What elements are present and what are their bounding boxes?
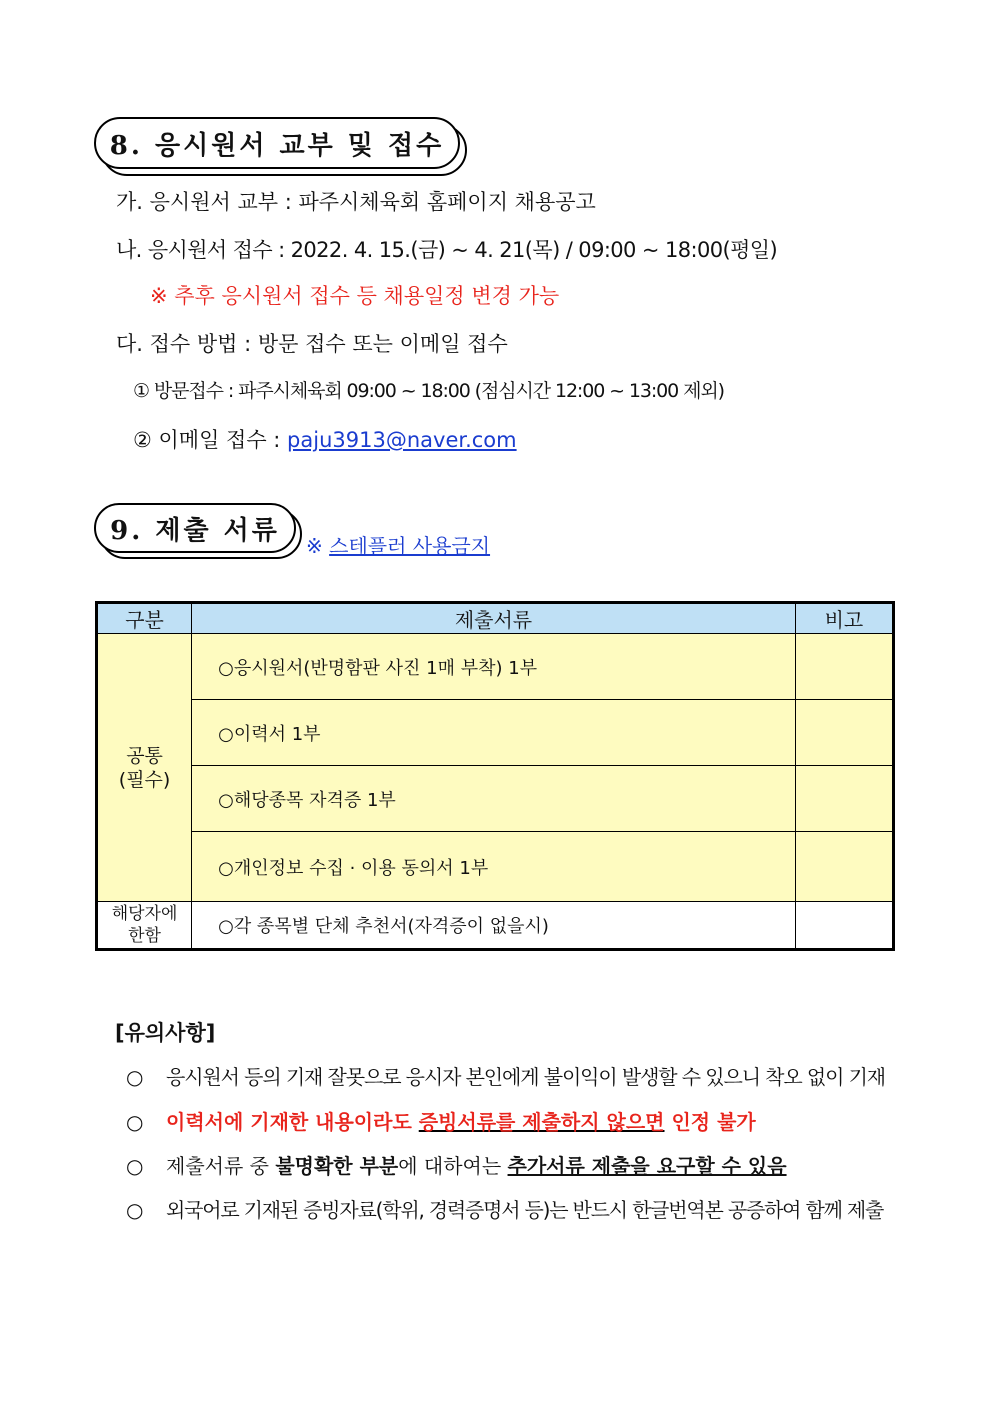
table-row — [97, 766, 894, 832]
table-row — [97, 700, 894, 766]
notice-line-3-b: 불명확한 부분 — [275, 1154, 399, 1178]
document-item: ○응시원서(반명함판 사진 1매 부착) 1부 — [192, 634, 796, 700]
section8-item-c2 — [133, 424, 517, 454]
notice-line-2-c: 인정 불가 — [664, 1110, 756, 1134]
document-item: ○해당종목 자격증 1부 — [192, 766, 796, 832]
staple-note-mark: ※ — [306, 534, 330, 558]
table-header-category: 구분 — [97, 603, 192, 634]
bullet-icon: ○ — [126, 1198, 143, 1222]
bullet-icon: ○ — [126, 1065, 143, 1089]
notice-line-1 — [126, 1061, 885, 1090]
section9-title-text: 9. 제출 서류 — [110, 515, 280, 546]
document-item: ○각 종목별 단체 추천서(자격증이 없을시) — [192, 902, 796, 950]
category-applicable-sub: 한함 — [128, 926, 161, 946]
bullet-icon: ○ — [126, 1110, 144, 1134]
table-header-row — [97, 603, 894, 634]
remarks-cell — [795, 902, 893, 950]
section8-title — [94, 117, 460, 169]
category-common-sub: (필수) — [118, 768, 171, 791]
remarks-cell — [795, 634, 893, 700]
table-row — [97, 634, 894, 700]
notice-line-3-a: 제출서류 중 — [166, 1154, 276, 1178]
section8-item-a: 가. 응시원서 교부 : 파주시체육회 홈페이지 채용공고 — [116, 190, 596, 214]
section8-item-b-note: ※ 추후 응시원서 접수 등 채용일정 변경 가능 — [150, 284, 560, 308]
notice-line-2-a: 이력서에 기재한 내용이라도 — [166, 1110, 419, 1134]
category-applicable — [97, 902, 192, 950]
notice-line-3 — [126, 1150, 787, 1179]
document-item: ○이력서 1부 — [192, 700, 796, 766]
notice-line-3-c: 에 대하여는 — [398, 1154, 508, 1178]
notice-line-1-text: 응시원서 등의 기재 잘못으로 응시자 본인에게 불이익이 발생할 수 있으니 착오 없이 기재 — [166, 1065, 886, 1089]
staple-note — [306, 530, 490, 559]
remarks-cell — [795, 766, 893, 832]
table-header-documents: 제출서류 — [192, 603, 796, 634]
section9-title — [94, 503, 296, 553]
notice-line-2 — [126, 1106, 756, 1135]
category-common — [97, 634, 192, 902]
documents-table — [95, 601, 895, 951]
table-header-remarks: 비고 — [795, 603, 893, 634]
remarks-cell — [795, 832, 893, 902]
notice-line-2-b: 증빙서류를 제출하지 않으면 — [418, 1110, 665, 1134]
document-item: ○개인정보 수집 · 이용 동의서 1부 — [192, 832, 796, 902]
section8-title-text: 8. 응시원서 교부 및 접수 — [109, 130, 445, 161]
section8-item-b: 나. 응시원서 접수 : 2022. 4. 15.(금) ~ 4. 21(목) / 09:00 ~ 18:00(평일) — [116, 238, 778, 262]
notice-line-3-d: 추가서류 제출을 요구할 수 있음 — [507, 1154, 787, 1178]
category-common-label: 공통 — [126, 744, 163, 767]
table-row — [97, 902, 894, 950]
section8-item-c2-prefix: ② 이메일 접수 : — [133, 428, 288, 452]
remarks-cell — [795, 700, 893, 766]
table-row — [97, 832, 894, 902]
email-link[interactable]: paju3913@naver.com — [287, 428, 517, 452]
staple-note-text: 스테플러 사용금지 — [329, 534, 491, 558]
section8-item-c1: ① 방문접수 : 파주시체육회 09:00 ~ 18:00 (점심시간 12:00 ~ 13:00 제외) — [133, 380, 724, 402]
category-applicable-label: 해당자에 — [111, 904, 178, 924]
bullet-icon: ○ — [126, 1154, 144, 1178]
notice-line-4 — [126, 1194, 883, 1223]
notice-line-4-text: 외국어로 기재된 증빙자료(학위, 경력증명서 등)는 반드시 한글번역본 공증하여 함께 제출 — [166, 1198, 884, 1222]
section8-item-c: 다. 접수 방법 : 방문 접수 또는 이메일 접수 — [116, 332, 508, 356]
notice-title: [유의사항] — [115, 1021, 216, 1045]
